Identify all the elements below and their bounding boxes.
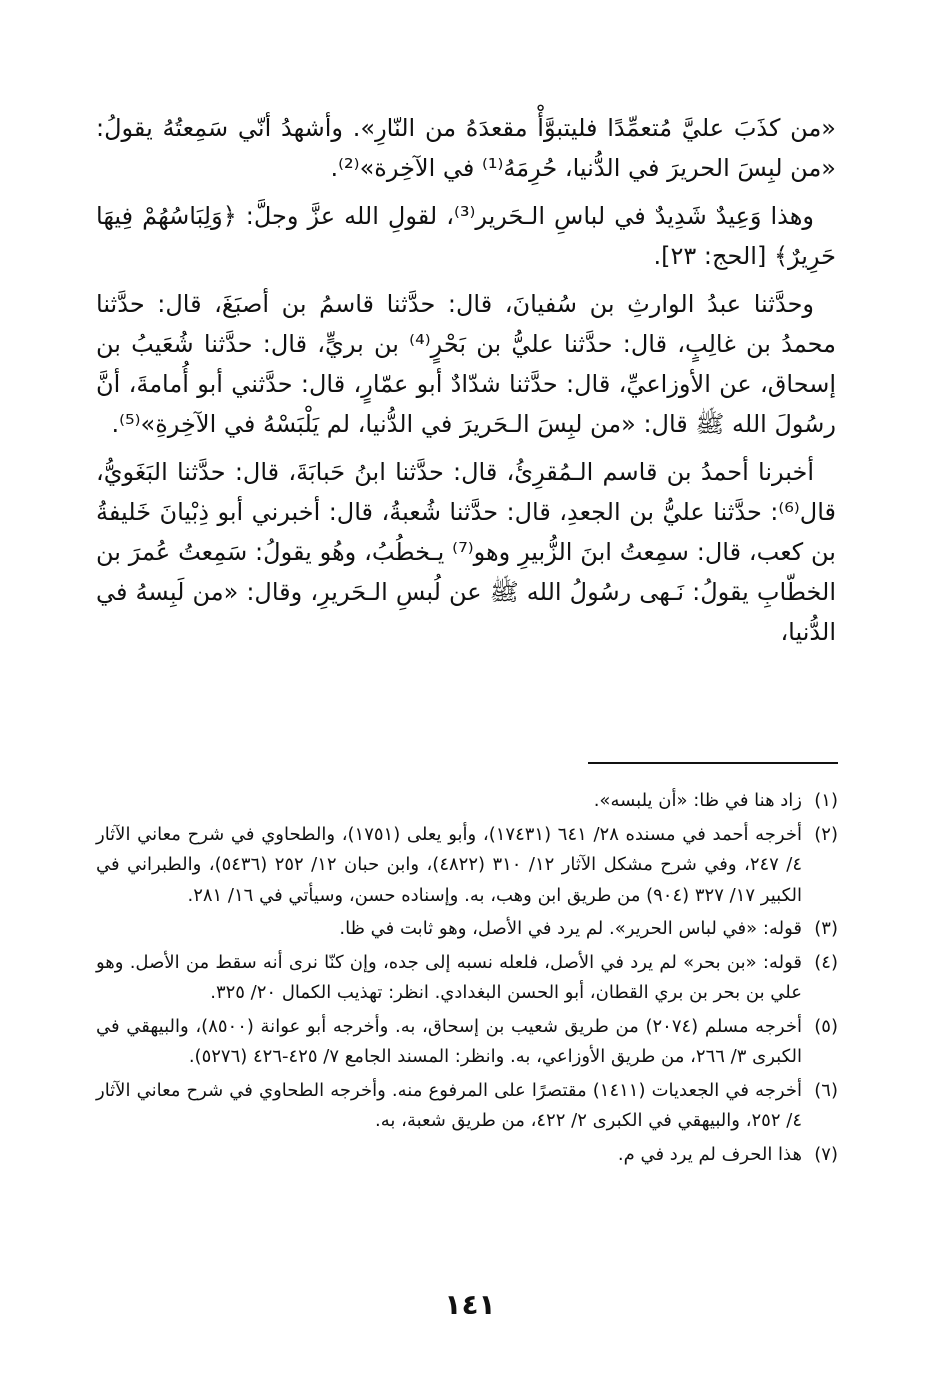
paragraph-4: أخبرنا أحمدُ بن قاسم الـمُقرِئُ، قال: حدَّثنا ابنُ حَبابَةَ، قال: حدَّثنا البَغَويُّ، قال⁽⁶⁾: حدَّثنا عليُّ بن الجعدِ، قال: حدَّثنا شُعبةُ، قال: أخبرني أبو ذِبْيانَ خَليفةُ بن كعب، قال: سمِعتُ ابنَ الزُّبيرِ وهو⁽⁷⁾ يـخطُبُ، وهُو يقولُ: سَمِعتُ عُمرَ بن الخطّابِ يقولُ: نَـهى رسُولُ الله ﷺ عن لُبسِ الـحَريرِ، وقال: «من لَبِسهُ في الدُّنيا، [96,458,836,646]
footnote-text: زاد هنا في ظا: «أن يلبسه». [593,790,802,811]
footnote-text: هذا الحرف لم يرد في م. [617,1143,802,1165]
footnote-2 [96,820,838,912]
footnote-number: (٦) [814,1079,838,1101]
footnote-number: (١) [814,790,838,811]
footnote-7 [96,1140,838,1171]
footnote-6 [96,1076,838,1137]
footnote-text: قوله: «في لباس الحرير». لم يرد في الأصل، وهو ثابت في ظا. [339,918,802,939]
footnote-number: (٣) [814,918,838,939]
paragraph-1: «من كذَبَ عليَّ مُتعمِّدًا فليتبوَّأْ مقعدَهُ من النّارِ». وأشهدُ أنّي سَمِعتُهُ يقولُ: «من لبِسَ الحريرَ في الدُّنيا، حُرِمَهُ⁽¹⁾ في الآخِرة»⁽²⁾. [96,114,836,182]
footnote-number: (٥) [814,1015,838,1037]
footnote-text: أخرجه في الجعديات (١٤١١) مقتصرًا على المرفوع منه. وأخرجه الطحاوي في شرح معاني الآثار ٤/ ٢٥٢، والبيهقي في الكبرى ٢/ ٤٢٢، من طريق شعبة، به. [96,1079,802,1131]
page-number: ١٤١ [444,1288,496,1321]
paragraph-2: وهذا وَعِيدٌ شَدِيدٌ في لباسِ الـحَرير⁽³⁾، لقولِ الله عزَّ وجلَّ: ﴿وَلِبَاسُهُمْ فِيهَا حَرِيرٌ﴾ [الحج: ٢٣]. [96,202,836,270]
footnote-number: (٧) [814,1143,838,1165]
footnote-number: (٤) [814,951,838,973]
footnote-text: أخرجه مسلم (٢٠٧٤) من طريق شعيب بن إسحاق، به. وأخرجه أبو عوانة (٨٥٠٠)، والبيهقي في الكبرى ٣/ ٢٦٦، من طريق الأوزاعي، به. وانظر: المسند الجامع ٧/ ٤٢٥-٤٢٦ (٥٢٧٦). [96,1015,802,1067]
footnote-number: (٢) [814,823,838,845]
footnote-text: قوله: «بن بحر» لم يرد في الأصل، فلعله نسبه إلى جده، وإن كنّا نرى أنه سقط من الأصل. وهو علي بن بحر بن بري القطان، أبو الحسن البغدادي. انظر: تهذيب الكمال ٢٠/ ٣٢٥. [96,951,802,1003]
footnote-divider [588,762,838,764]
paragraph-3: وحدَّثنا عبدُ الوارثِ بن سُفيانَ، قال: حدَّثنا قاسمُ بن أصبَغَ، قال: حدَّثنا محمدُ بن غالِبٍ، قال: حدَّثنا عليُّ بن بَحْرٍ⁽⁴⁾ بن بريٍّ، قال: حدَّثنا شُعَيبُ بن إسحاق، عن الأوزاعيِّ، قال: حدَّثنا شدّادٌ أبو عمّارٍ، قال: حدَّثني أبو أُمامةَ، أنَّ رسُولَ الله ﷺ قال: «من لبِسَ الـحَريرَ في الدُّنيا، لم يَلْبَسْهُ في الآخِرةِ»⁽⁵⁾. [96,290,836,438]
footnote-1 [96,786,838,817]
footnote-5 [96,1012,838,1073]
footnote-4 [96,948,838,1009]
footnote-3 [96,914,838,945]
footnote-text: أخرجه أحمد في مسنده ٢٨/ ٦٤١ (١٧٤٣١)، وأبو يعلى (١٧٥١)، والطحاوي في شرح معاني الآثار ٤/ ٢٤٧، وفي شرح مشكل الآثار ١٢/ ٣١٠ (٤٨٢٢)، وابن حبان ١٢/ ٢٥٢ (٥٤٣٦)، والطبراني في الكبير ١٧/ ٣٢٧ (٩٠٤) من طريق ابن وهب، به. وإسناده حسن، وسيأتي في ١٦/ ٢٨١. [96,823,802,906]
main-text [96,108,836,660]
footnotes [96,786,838,1173]
